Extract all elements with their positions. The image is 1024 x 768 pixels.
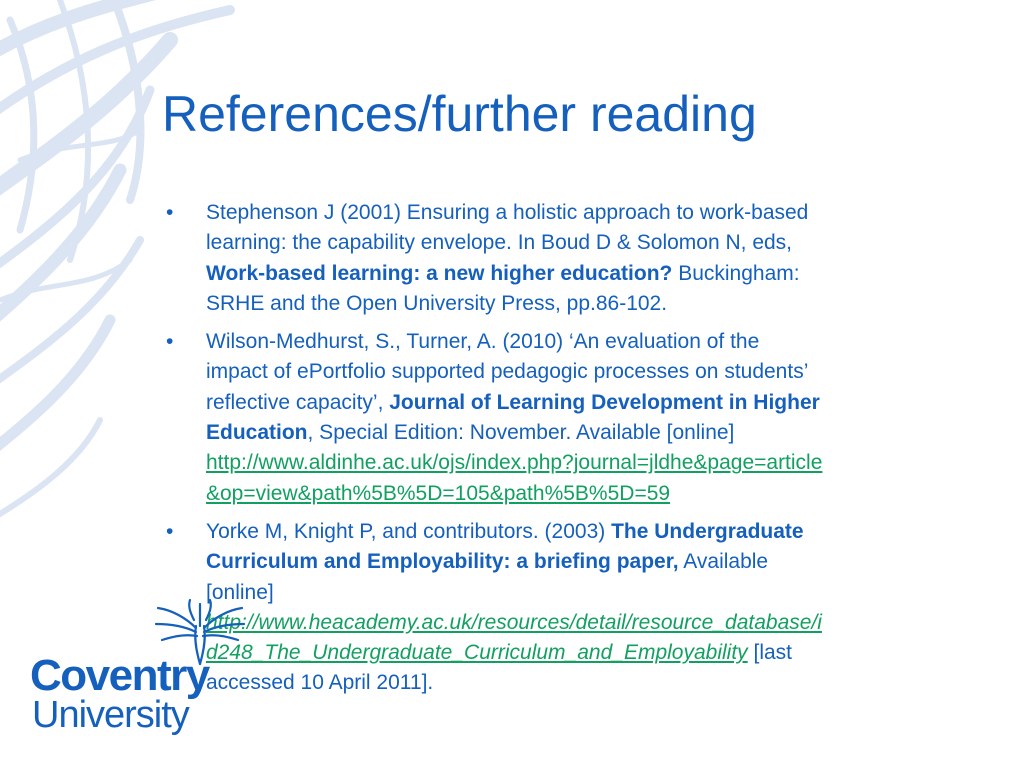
reference-source-title: Education [206,421,308,445]
reference-item [166,198,966,319]
reference-text: impact of ePortfolio supported pedagogic processes on students’ [206,360,809,384]
reference-text: , Special Edition: November. Available [online] [307,421,735,445]
reference-text: SRHE and the Open University Press, pp.86-102. [206,291,668,315]
reference-text: Buckingham: [672,261,800,285]
reference-source-title: Work-based learning: a new higher education? [206,261,673,285]
reference-link[interactable]: &op=view&path%5B%5D=105&path%5B%5D=59 [206,481,671,505]
reference-line [206,448,966,478]
reference-text: reflective capacity’, [206,390,390,414]
reference-text: Available [678,550,769,574]
reference-line [206,357,966,387]
reference-line [206,517,966,547]
reference-text: Stephenson J (2001) Ensuring a holistic approach to work-based [206,201,809,224]
coventry-university-logo [30,598,230,748]
reference-link[interactable]: d248_The_Undergraduate_Curriculum_and_Employability [206,641,748,665]
reference-item [166,327,966,509]
reference-text: Yorke M, Knight P, and contributors. (2003) [206,519,612,543]
reference-line [206,418,966,448]
reference-source-title: Journal of Learning Development in Higher [389,390,820,414]
reference-text: learning: the capability envelope. In Boud D & Solomon N, eds, [206,231,793,255]
reference-line [206,198,966,228]
reference-line [206,668,966,698]
reference-line [206,327,966,357]
reference-line [206,289,966,319]
reference-source-title: Curriculum and Employability: a briefing paper, [206,550,679,574]
reference-link[interactable]: http://www.heacademy.ac.uk/resources/detail/resource_database/i [206,610,822,634]
reference-list [166,198,966,707]
bullet-marker: • [166,519,174,543]
reference-line [206,638,966,668]
reference-line [206,608,966,638]
reference-line [206,228,966,258]
reference-item [166,517,966,699]
reference-text: [online] [206,580,274,604]
reference-source-title: The Undergraduate [611,519,804,543]
reference-line [206,388,966,418]
reference-line [206,479,966,509]
bullet-marker: • [166,330,174,354]
reference-link[interactable]: http://www.aldinhe.ac.uk/ojs/index.php?journal=jldhe&page=article [206,451,823,475]
reference-line [206,259,966,289]
logo-wordmark-university: University [32,694,189,736]
logo-wordmark-coventry: Coventry [30,651,209,700]
reference-text: accessed 10 April 2011]. [206,671,434,695]
reference-text: [last [747,641,793,665]
reference-line [206,547,966,577]
reference-text: Wilson-Medhurst, S., Turner, A. (2010) ‘An evaluation of the [206,330,760,354]
reference-line [206,578,966,608]
bullet-marker: • [166,201,174,224]
page-title: References/further reading [162,86,757,142]
